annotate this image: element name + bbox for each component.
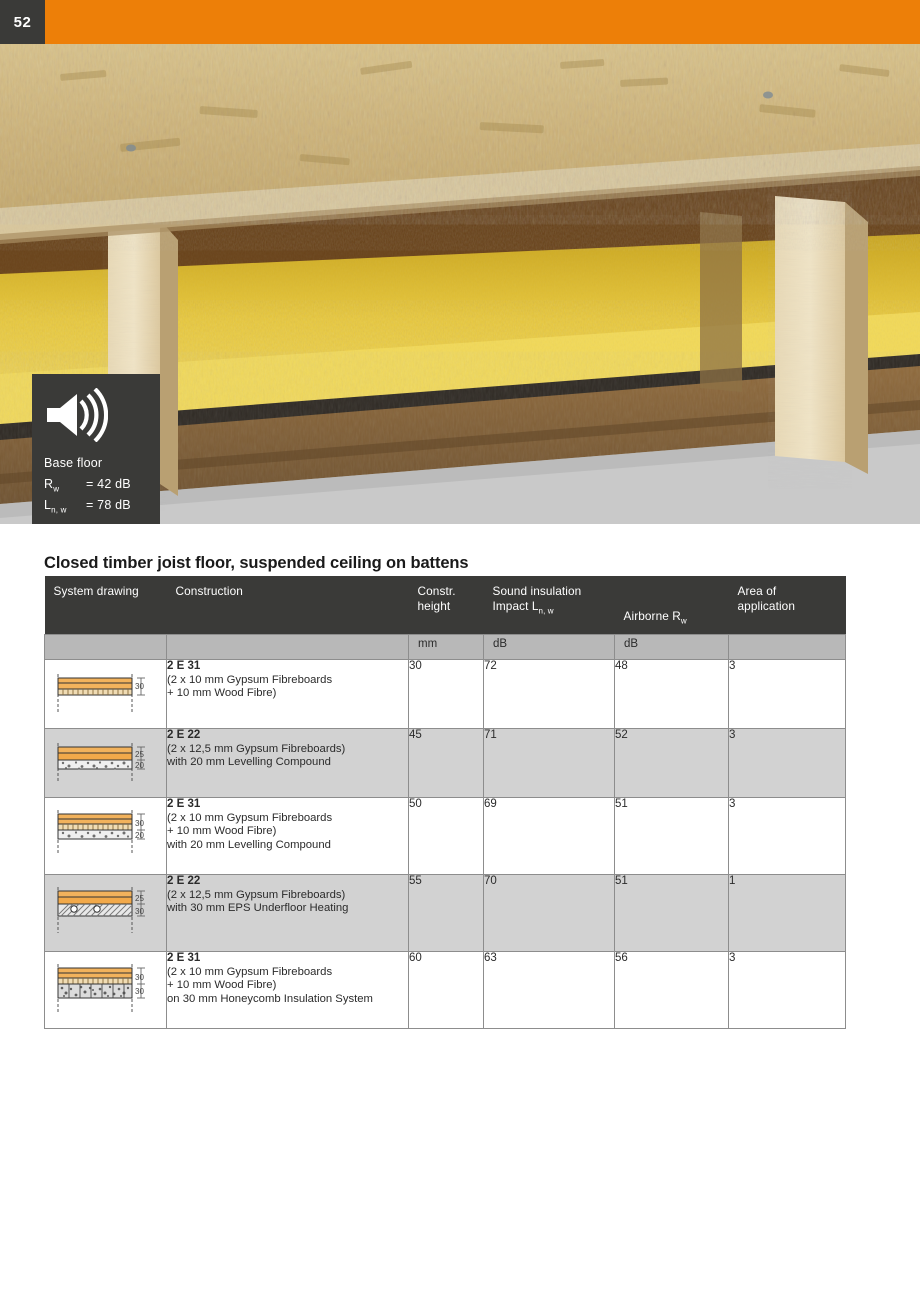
airborne-value: 56 [615, 952, 729, 1029]
col-header-impact [484, 576, 615, 635]
system-drawing-cell [45, 660, 167, 729]
unit-impact: dB [484, 635, 615, 660]
construction-cell [167, 729, 409, 798]
system-drawing-cell [45, 875, 167, 952]
page-number: 52 [0, 0, 45, 44]
value-rw: = 42 dB [86, 477, 131, 491]
impact-value: 70 [484, 875, 615, 952]
col-header-area-of-application [729, 576, 846, 635]
col-header-construction: Construction [167, 576, 409, 635]
unit-area [729, 635, 846, 660]
col-header-system-drawing: System drawing [45, 576, 167, 635]
construction-cell [167, 798, 409, 875]
sound-box-title: Base floor [44, 456, 103, 470]
sound-value-lnw [44, 498, 160, 515]
layer-diagram-2 [49, 737, 161, 797]
construction-detail: with 30 mm EPS Underfloor Heating [167, 902, 349, 914]
airborne-value: 52 [615, 729, 729, 798]
system-drawing-cell [45, 729, 167, 798]
construction-code: 2 E 31 [167, 798, 201, 810]
svg-text:30: 30 [135, 682, 144, 691]
svg-text:30: 30 [135, 973, 144, 982]
area-line1: Area of [737, 584, 777, 598]
table-row [45, 729, 846, 798]
construction-detail: with 20 mm Levelling Compound [167, 838, 331, 851]
construction-detail: (2 x 12,5 mm Gypsum Fibreboards) [167, 742, 346, 755]
svg-text:20: 20 [135, 831, 144, 840]
constr-height-value: 60 [409, 952, 484, 1029]
orange-header-band [0, 0, 920, 44]
area-value: 3 [729, 952, 846, 1029]
airborne-value: 48 [615, 660, 729, 729]
symbol-rw: $R_w$ [44, 477, 60, 494]
impact-value: 63 [484, 952, 615, 1029]
construction-code: 2 E 22 [167, 729, 201, 741]
system-drawing-cell [45, 952, 167, 1029]
impact-value: 72 [484, 660, 615, 729]
construction-detail: + 10 mm Wood Fibre) [167, 825, 277, 837]
construction-code: 2 E 31 [167, 660, 201, 672]
area-value: 3 [729, 798, 846, 875]
constr-height-line2: height [417, 599, 451, 613]
airborne-label: Airborne $R_w$ [623, 608, 687, 625]
table-row [45, 952, 846, 1029]
layer-diagram-4 [49, 883, 161, 951]
constr-height-value: 45 [409, 729, 484, 798]
construction-detail: (2 x 12,5 mm Gypsum Fibreboards) [167, 888, 346, 901]
col-header-airborne [615, 576, 729, 635]
unit-airborne: dB [615, 635, 729, 660]
impact-value: 71 [484, 729, 615, 798]
construction-detail: + 10 mm Wood Fibre) [167, 687, 277, 699]
construction-code: 2 E 31 [167, 952, 201, 964]
unit-construction [167, 635, 409, 660]
svg-text:30: 30 [135, 907, 144, 916]
system-drawing-cell [45, 798, 167, 875]
construction-cell [167, 660, 409, 729]
construction-code: 2 E 22 [167, 875, 201, 887]
sound-value-rw [44, 477, 160, 494]
constr-height-line1: Constr. [417, 584, 456, 598]
construction-detail: (2 x 10 mm Gypsum Fibreboards [167, 965, 333, 978]
svg-text:20: 20 [135, 761, 144, 770]
unit-system-drawing [45, 635, 167, 660]
construction-cell [167, 875, 409, 952]
area-value: 3 [729, 729, 846, 798]
table-row [45, 798, 846, 875]
joist-right [775, 196, 868, 474]
table-row [45, 875, 846, 952]
svg-text:30: 30 [135, 819, 144, 828]
airborne-value: 51 [615, 798, 729, 875]
table-row [45, 660, 846, 729]
symbol-lnw: $L_{n, w}$ [44, 497, 67, 514]
construction-detail: on 30 mm Honeycomb Insulation System [167, 992, 373, 1005]
construction-cell [167, 952, 409, 1029]
area-line2: application [737, 599, 796, 613]
page-title: Closed timber joist floor, suspended ceiling on battens [44, 554, 469, 572]
svg-text:30: 30 [135, 987, 144, 996]
layer-diagram-3 [49, 806, 161, 874]
constr-height-value: 50 [409, 798, 484, 875]
constr-height-value: 30 [409, 660, 484, 729]
layer-diagram-5 [49, 960, 161, 1028]
loudspeaker-icon [44, 388, 108, 442]
impact-value: 69 [484, 798, 615, 875]
sound-insulation-group-label: Sound insulation [492, 584, 582, 598]
sound-insulation-info-box [32, 374, 160, 524]
col-header-constr-height [409, 576, 484, 635]
unit-constr-height: mm [409, 635, 484, 660]
construction-detail: with 20 mm Levelling Compound [167, 756, 331, 768]
construction-systems-table [44, 576, 846, 1029]
layer-diagram-1 [49, 668, 161, 728]
svg-text:25: 25 [135, 750, 144, 759]
construction-detail: (2 x 10 mm Gypsum Fibreboards [167, 673, 333, 686]
area-value: 1 [729, 875, 846, 952]
impact-label: Impact $L_{n, w}$ [492, 599, 554, 616]
area-value: 3 [729, 660, 846, 729]
construction-detail: + 10 mm Wood Fibre) [167, 979, 277, 991]
svg-text:25: 25 [135, 894, 144, 903]
value-lnw: = 78 dB [86, 497, 131, 512]
constr-height-value: 55 [409, 875, 484, 952]
airborne-value: 51 [615, 875, 729, 952]
construction-detail: (2 x 10 mm Gypsum Fibreboards [167, 811, 333, 824]
